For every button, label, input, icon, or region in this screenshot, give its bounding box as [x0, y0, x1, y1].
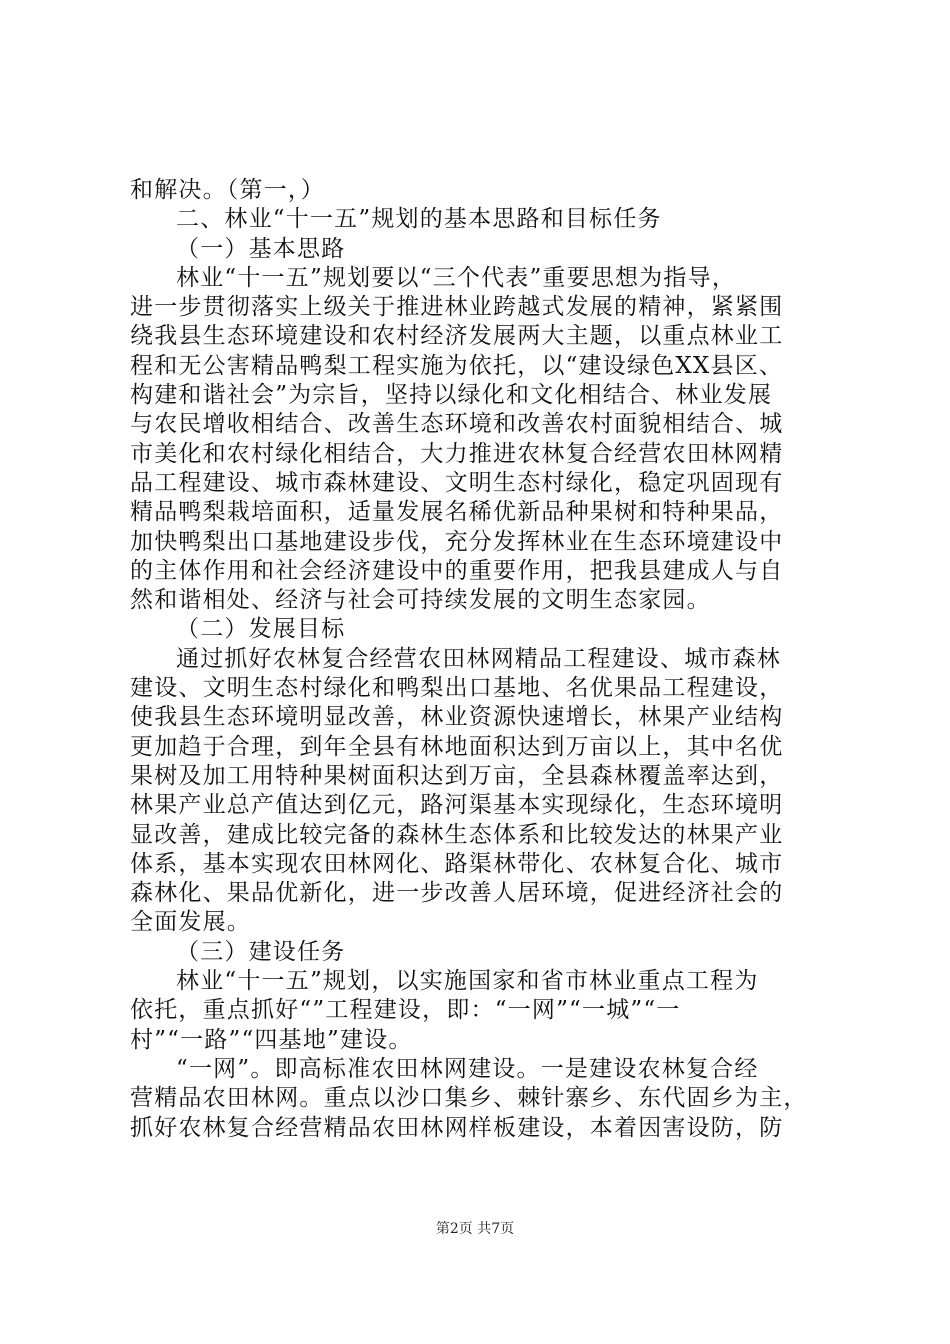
- text-line: 村”“一路”“四基地”建设。: [130, 1026, 413, 1053]
- text-line: 和解决。（第一，）: [130, 177, 325, 203]
- document-body: [130, 176, 830, 1143]
- text-line: 使我县生态环境明显改善，林业资源快速增长，林果产业结构: [130, 704, 784, 731]
- text-line: 建设、文明生态村绿化和鸭梨出口基地、名优果品工程建设，: [130, 675, 784, 702]
- text-line: “一网”。即高标准农田林网建设。一是建设农林复合经: [176, 1055, 759, 1082]
- text-line: 市美化和农村绿化相结合，大力推进农林复合经营农田林网精: [130, 440, 784, 467]
- text-line: 体系，基本实现农田林网化、路渠林带化、农林复合化、城市: [130, 850, 784, 877]
- text-line: 然和谐相处、经济与社会可持续发展的文明生态家园。: [130, 587, 711, 614]
- text-line: 与农民增收相结合、改善生态环境和改善农村面貌相结合、城: [130, 411, 784, 438]
- text-line: 果树及加工用特种果树面积达到万亩，全县森林覆盖率达到，: [130, 762, 784, 789]
- text-line: （三）建设任务: [176, 938, 346, 965]
- text-line: 显改善，建成比较完备的森林生态体系和比较发达的林果产业: [130, 821, 784, 848]
- text-line: （一）基本思路: [176, 235, 346, 262]
- text-line: 森林化、果品优新化，进一步改善人居环境，促进经济社会的: [130, 880, 784, 907]
- text-line: 绕我县生态环境建设和农村经济发展两大主题，以重点林业工: [130, 323, 784, 350]
- text-line: 依托，重点抓好“”工程建设，即：“一网”“一城”“一: [130, 997, 681, 1024]
- text-line: 林果产业总产值达到亿元，路河渠基本实现绿化，生态环境明: [130, 792, 784, 819]
- text-line: 营精品农田林网。重点以沙口集乡、棘针寨乡、东代固乡为主，: [130, 1085, 808, 1112]
- text-line: 加快鸭梨出口基地建设步伐，充分发挥林业在生态环境建设中: [130, 528, 784, 555]
- text-line: 程和无公害精品鸭梨工程实施为依托，以“建设绿色XX县区、: [130, 352, 784, 379]
- text-line: 进一步贯彻落实上级关于推进林业跨越式发展的精神，紧紧围: [130, 294, 784, 321]
- text-line: 通过抓好农林复合经营农田林网精品工程建设、城市森林: [176, 645, 781, 672]
- page-footer: 第2页 共7页: [435, 1221, 515, 1237]
- text-line: 抓好农林复合经营精品农田林网样板建设，本着因害设防，防: [130, 1114, 784, 1141]
- text-line: 更加趋于合理，到年全县有林地面积达到万亩以上，其中名优: [130, 733, 784, 760]
- text-line: 构建和谐社会”为宗旨，坚持以绿化和文化相结合、林业发展: [130, 382, 773, 409]
- text-line: 全面发展。: [130, 909, 251, 936]
- text-line: 二、林业“十一五”规划的基本思路和目标任务: [176, 206, 662, 233]
- text-line: 林业“十一五”规划要以“三个代表”重要思想为指导，: [176, 264, 737, 291]
- text-line: 品工程建设、城市森林建设、文明生态村绿化，稳定巩固现有: [130, 469, 784, 496]
- text-line: （二）发展目标: [176, 616, 346, 643]
- text-line: 精品鸭梨栽培面积，适量发展名稀优新品种果树和特种果品，: [130, 499, 784, 526]
- text-line: 的主体作用和社会经济建设中的重要作用，把我县建成人与自: [130, 557, 784, 584]
- text-line: 林业“十一五”规划，以实施国家和省市林业重点工程为: [176, 968, 759, 995]
